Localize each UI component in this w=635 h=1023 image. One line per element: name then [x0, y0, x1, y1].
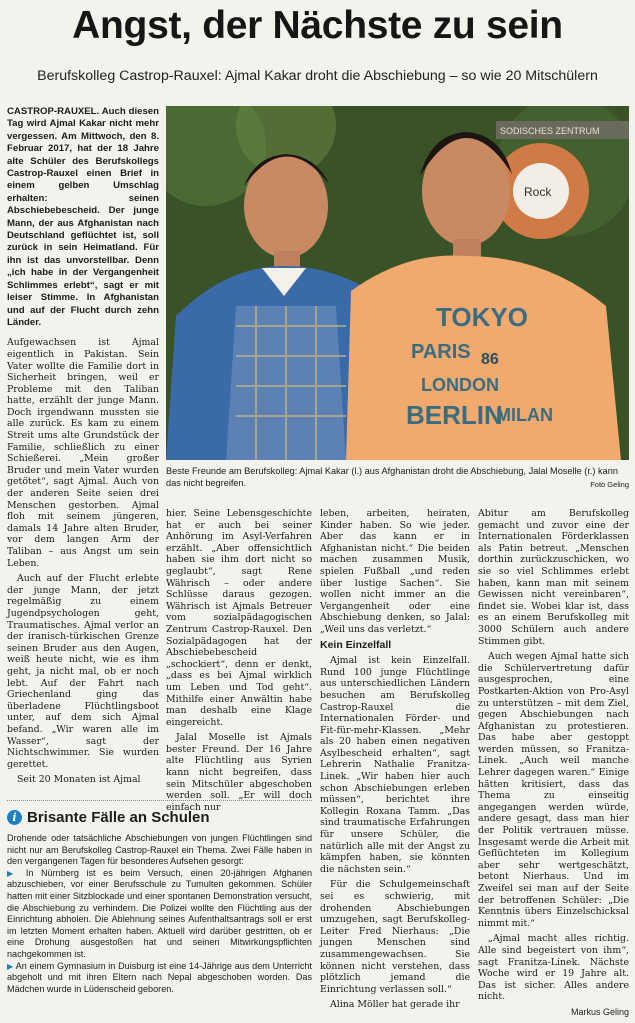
- bullet-triangle-icon: ▶: [7, 868, 19, 878]
- lead-text: Auch diesen Tag wird Ajmal Kakar nicht mehr vergessen. Am Mittwoch, den 8. Februar 2017, hat der 18 Jahre alte Schüler des Berufskollegs Castrop-Rauxel einen Brief in einem gelben Umschlag erhalten: seinen Abschiebebescheid. Der junge Mann, der aus Afghanistan nach Deutschland geflüchtet ist, soll zurück in sein Heimatland. Für ihn ist das unvorstellbar. Denn „ich habe in der Vergangenheit Schlimmes erlebt“, sagt er mit leiser Stimme. In Afghanistan und auf der Flucht durch zehn Länder.: [7, 106, 160, 328]
- info-box-body: [7, 833, 312, 995]
- info-box-title: [7, 809, 210, 826]
- col3-paragraph-2: Ajmal ist kein Einzelfall. Rund 100 junge Flüchtlinge aus unterschiedlichen Ländern besuchen am Berufskolleg Castrop-Rauxel die Internationalen Förder- und Fit-für-mehr-Klassen. „Mehr als 20 haben einen negativen Asylbescheid erhalten“, sagt Lehrerin Nathalie Franitza-Linek. „Wir haben hier auch schon Abschiebungen erleben müssen“, berichtet ihre Kollegin Roxana Tamm. „Das sind traumatische Erfahrungen für unsere Schüler, die natürlich alle mit der Angst zu kämpfen haben, sie könnten die nächsten sein.“: [320, 655, 470, 875]
- author-byline: Markus Geling: [570, 1006, 629, 1017]
- col3-paragraph-3: Für die Schulgemeinschaft sei es schwierig, mit drohenden Abschiebungen umzugehen, sagt Berufskolleg-Leiter Fred Nierhaus: „Die jungen Menschen sind zusammengewachsen. Sie können nicht verstehen, dass plötzlich jemand die Einrichtung verlassen soll.“: [320, 879, 470, 995]
- svg-text:BERLIN: BERLIN: [406, 400, 503, 430]
- col2-paragraph-1: hier. Seine Lebensgeschichte hat er auch bei seiner Anhörung im Asyl-Verfahren erzählt. „Aber offensichtlich haben sie ihm dort nicht so geglaubt“, sagt Rene Währisch – oder andere Schlüsse daraus gezogen. Währisch ist Ajmals Betreuer vom sozialpädagogischen Zentrum Castrop-Rauxel. Den Sozialpädagogen hat der Abschiebebescheid „schockiert“, denn er denkt, „dass es bei Ajmal wirklich um Leben und Tod geht“. Mithilfe einer Anwältin habe man deshalb eine Klage eingereicht.: [166, 508, 312, 728]
- column-4: [478, 508, 629, 1023]
- col3-paragraph-1: leben, arbeiten, heiraten, Kinder haben. So wie jeder. Aber das kann er in Afghanistan nicht.“ Die beiden machen zusammen Musik, spielen Fußball „und reden über lustige Sachen“. Sie wollen nicht immer an die Vergangenheit oder eine Abschiebung denken, so Jalal: „Weil uns das verletzt.“: [320, 508, 470, 635]
- subheadline: Berufskolleg Castrop-Rauxel: Ajmal Kakar droht die Abschiebung – so wie 20 Mitschülern: [37, 68, 598, 84]
- info-box-item-2-text: An einem Gymnasium in Duisburg ist eine 14-Jährige aus dem Unterricht abgeholt und mit ihren Eltern nach Nepal abgeschoben worden. Das Mädchen wurde in Lüdenscheid geboren.: [7, 960, 312, 994]
- col1-paragraph-1: Aufgewachsen ist Ajmal eigentlich in Pakistan. Sein Vater wollte die Familie dort in Sicherheit bringen, weil er Probleme mit den Taliban hatte, erzählt der junge Mann. Doch irgendwann mussten sie alle zurück. Es kam zu einem Streit ums alte Grundstück der Familie, schließlich zu einer Schießerei. „Mein großer Bruder und mein Vater wurden getötet“, sagt Ajmal. Auch von der anderen Seite seien drei Menschen gestorben. Ajmal floh mit seinem jüngeren, damals 14 Jahre alten Bruder, vor dem langen Arm der Taliban – aus Angst um sein Leben.: [7, 337, 159, 569]
- headline: Angst, der Nächste zu sein: [72, 4, 563, 47]
- column-3: [320, 508, 470, 1015]
- caption-text: Beste Freunde am Berufskolleg: Ajmal Kakar (l.) aus Afghanistan droht die Abschiebung, Jalal Moselle (r.) kann das nicht begreifen.: [166, 466, 618, 488]
- svg-text:86: 86: [481, 351, 499, 368]
- lead-paragraph: [7, 106, 159, 329]
- dateline: CASTROP-RAUXEL.: [7, 106, 100, 117]
- news-photo: [166, 106, 629, 460]
- column-1: [7, 106, 159, 790]
- info-box-intro: Drohende oder tatsächliche Abschiebungen von jungen Flüchtlingen sind nicht nur am Berufskolleg Castrop-Rauxel ein Thema. Zwei Fälle haben in den vergangenen Tagen für besonderes Aufsehen gesorgt:: [7, 833, 312, 867]
- photo-sign-text: SODISCHES ZENTRUM: [500, 126, 600, 136]
- info-box: [7, 800, 312, 1011]
- col2-paragraph-2: Jalal Moselle ist Ajmals bester Freund. Der 16 Jahre alte Flüchtling aus Syrien kann nicht begreifen, dass sein Mitschüler abgeschoben werden soll. „Er will doch einfach nur: [166, 732, 312, 813]
- col3-paragraph-4: Alina Möller hat gerade ihr: [330, 999, 460, 1011]
- svg-text:MILAN: MILAN: [496, 405, 553, 425]
- col1-paragraph-3: Seit 20 Monaten ist Ajmal: [17, 774, 141, 786]
- info-box-item-1: [7, 868, 312, 961]
- col3-subhead: Kein Einzelfall: [320, 638, 392, 651]
- col4-paragraph-2: Auch wegen Ajmal hatte sich die Schülervertretung dafür ausgesprochen, eine Postkarten-Aktion von Pro-Asyl zu unterstützen – mit dem Ziel, gegen Abschiebungen nach Afghanistan zu protestieren. Das habe aber gestoppt werden müssen, so Franitza-Linek. „Auch weil manche Lehrer dagegen waren.“ Einige hätten kritisiert, dass das Thema zu einseitig angegangen werden würde, andere gesagt, dass man hier der Politik vertrauen müsse. Insgesamt werde die Arbeit mit Geflüchteten im Kollegium aber sehr wertgeschätzt, betont Nierhaus. Und im Zweifel sei man auf der Seite der betroffenen Schüler: „Die Kenntnis übers Einzelschicksal nimmt mit.“: [478, 651, 629, 929]
- photo-logo-text: Rock: [524, 185, 552, 199]
- photo-shirt-print: TOKYO: [436, 302, 528, 332]
- info-box-item-1-text: In Nürnberg ist es beim Versuch, einen 20-jährigen Afghanen abzuschieben, vor einer Berufsschule zu Tumulten gekommen. Schüler hatten mit einer Sitzblockade und einer spontanen Demonstration versucht, die Abschiebung zu verhindern. Die Polizei wollte den Flüchtling aus der Einrichtung abholen. Die Ablehnung seines Aufenthaltsantrags soll er erst im letzten Moment erhalten haben. Aktuell wird darüber gestritten, ob er eine Drohung ausgestoßen hat und seinen Mitwirkungspflichten nachgekommen ist.: [7, 867, 312, 959]
- info-icon: i: [7, 810, 22, 825]
- svg-text:LONDON: LONDON: [421, 375, 499, 395]
- svg-text:PARIS: PARIS: [411, 341, 471, 363]
- col4-paragraph-1: Abitur am Berufskolleg gemacht und zuvor eine der Internationalen Förderklassen als Patin betreut. „Menschen dorthin zurückzuschicken, wo sie so viel Schlimmes erlebt haben, kann man mit seinem Gewissen nicht vereinbaren“, findet sie. Wobei klar ist, dass es an einem Berufskolleg mit 3000 Schülern auch andere Stimmen gibt.: [478, 508, 629, 647]
- col1-paragraph-2: Auch auf der Flucht erlebte der junge Mann, der jetzt regelmäßig zu einem Jugendpsychologen geht, Traumatisches. Ajmal verlor an der iranisch-türkischen Grenze seinen Bruder aus den Augen, weiß heute nicht, wie es ihm geht, ja nicht mal, ob er noch lebt. Auf der Fahrt nach Griechenland ging das überladene Flüchtlingsboot unter, auf dem sich Ajmal befand. „Wir waren alle im Wasser“, sagt der Nichtschwimmer. Sie wurden gerettet.: [7, 573, 159, 770]
- col4-paragraph-3: „Ajmal macht alles richtig. Alle sind begeistert von ihm“, sagt Franitza-Linek. Nächste Woche wird er 19 Jahre alt. Das ist sicher. Alles andere nicht.: [478, 933, 629, 1003]
- photo-credit: Foto Geling: [590, 479, 629, 489]
- info-box-title-text: Brisante Fälle an Schulen: [27, 809, 210, 826]
- bullet-triangle-icon: ▶: [7, 961, 14, 971]
- photo-caption: [166, 466, 629, 490]
- column-2: [166, 508, 312, 817]
- info-box-item-2: [7, 961, 312, 996]
